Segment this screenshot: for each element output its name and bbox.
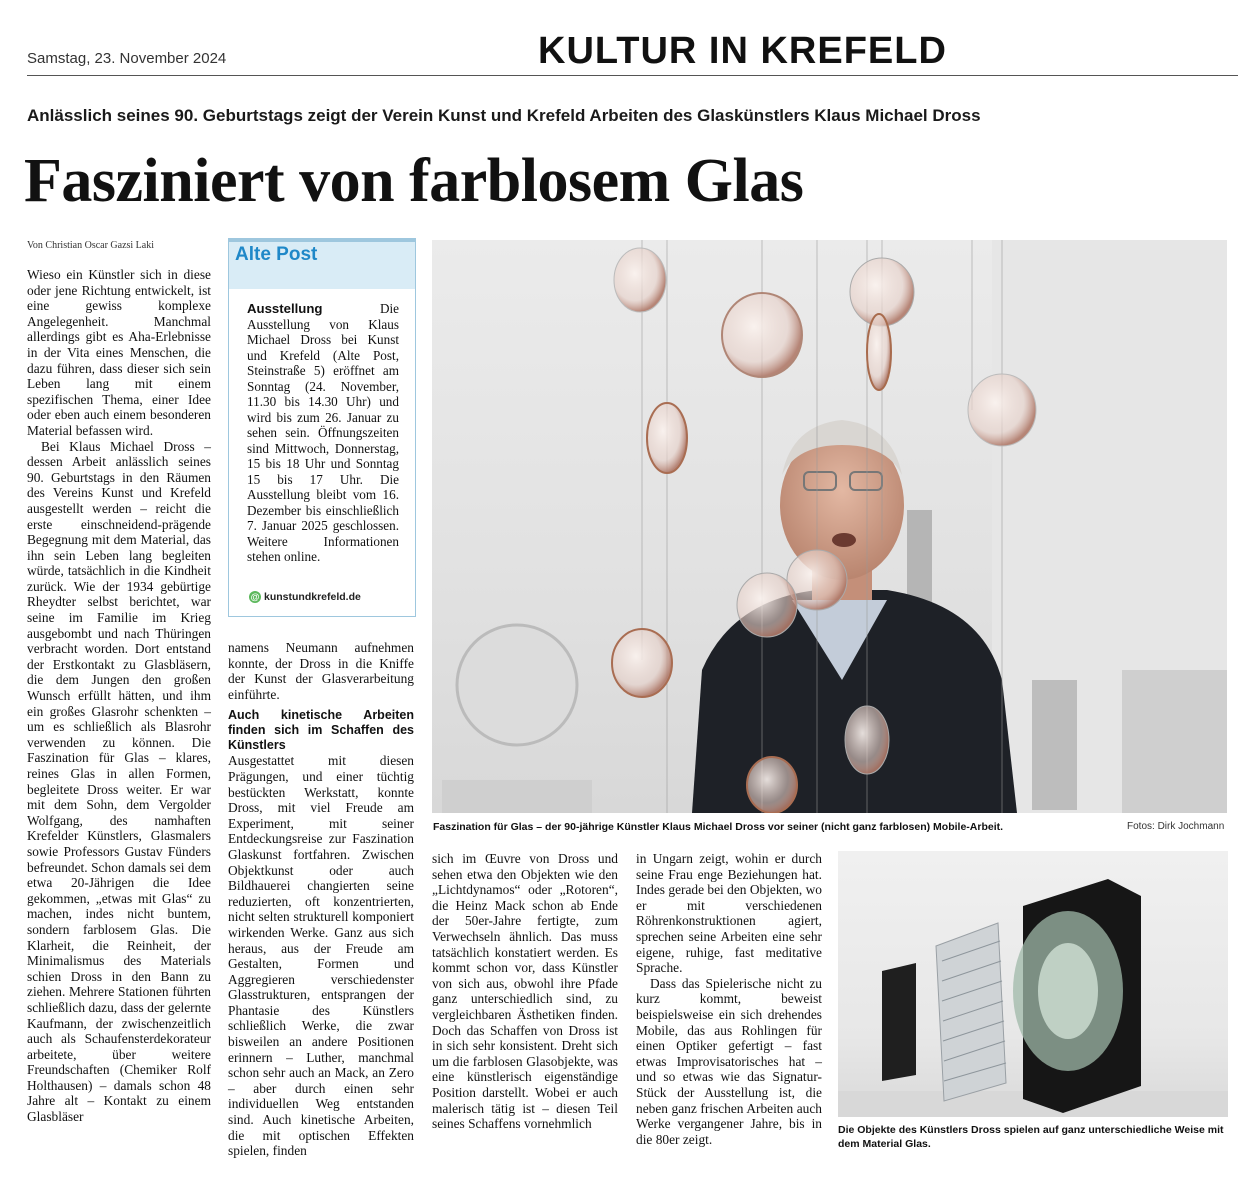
- article-column-3: [432, 851, 618, 1132]
- article-column-1: [27, 267, 211, 1125]
- secondary-photo-caption: Die Objekte des Künstlers Dross spielen auf ganz unterschiedliche Weise mit dem Material Glas.: [838, 1124, 1224, 1150]
- article-headline: Fasziniert von farblosem Glas: [24, 147, 804, 215]
- paragraph: Dass das Spielerische nicht zu kurz kommt, beweist beispielsweise ein sich drehendes Mobile, das aus Rohlingen für einen Optiker gefertigt – fast etwas Improvisatorisches hat – und so etwas wie das Signatur-Stück der Ausstellung ist, die neben ganz frischen Arbeiten auch Werke vergangener Jahre, bis in die 80er zeigt.: [636, 975, 822, 1147]
- website-link[interactable]: [249, 591, 361, 603]
- artist-with-mobile-image: [432, 240, 1227, 813]
- paragraph: Ausgestattet mit diesen Prägungen, und einer tüchtig bestückten Werkstatt, konnte Dross, mit viel Freude am Experiment, mit seiner Entdeckungsreise zur Faszination Glaskunst fortfahren. Zwischen Objektkunst oder auch Bildhauerei changierten seine reduzierten, oft konzentrierten, nicht selten strukturell komponiert wirkenden Werke. Ganz aus sich heraus, aus der Freude am Gestalten, Formen und Aggregieren verschiedenster Glasstrukturen, entsprangen der Phantasie des Künstlers schließlich Werke, die zwar bisweilen an andere Positionen erinnern – Luther, manchmal schon sehr auch an Mack, an Zero – aber durch einen sehr individuellen Weg entstanden sind. Auch kinetische Arbeiten, die mit optischen Effekten spielen, finden: [228, 753, 414, 1159]
- info-box-lead: Ausstellung: [247, 301, 323, 316]
- paragraph: sich im Œuvre von Dross und sehen etwa den Objekten wie den „Lichtdynamos“ oder „Rotoren“, die Heinz Mack schon ab Ende der 50er-Jahre fertigte, zum Verwechseln ähnlich. Das muss tatsächlich konstatiert werden. Es kommt schon vor, dass Künstler von sich aus, obwohl ihre Pfade ganz unterschiedlich sind, zu vergleichbaren Ästhetiken finden. Doch das Schaffen von Dross ist in sich sehr konsistent. Dreht sich um die farblosen Glasobjekte, was eine künstlerisch eigenständige Position darstellt. Wobei er auch malerisch tätig ist – diesen Teil seines Schaffens vornehmlich: [432, 851, 618, 1132]
- paragraph: namens Neumann aufnehmen konnte, der Dross in die Kniffe der Kunst der Glasverarbeitung einführte.: [228, 640, 414, 702]
- main-photo-caption: Faszination für Glas – der 90-jährige Künstler Klaus Michael Dross vor seiner (nicht ganz farblosen) Mobile-Arbeit.: [433, 821, 1004, 833]
- info-box-title: Alte Post: [235, 244, 318, 265]
- website-link-label: kunstundkrefeld.de: [264, 591, 361, 603]
- paragraph: Wieso ein Künstler sich in diese oder jene Richtung entwickelt, ist eine gewiss komplexe Angelegenheit. Manchmal allerdings gibt es Aha-Erlebnisse in der Vita eines Menschen, die dazu führen, dass dieser sich sein Leben lang mit einem spezifischen Thema, einer Idee oder eben auch einem besonderen Material befassen wird.: [27, 267, 211, 438]
- issue-date: Samstag, 23. November 2024: [27, 50, 227, 67]
- section-title: KULTUR IN KREFELD: [538, 30, 947, 72]
- article-kicker: Anlässlich seines 90. Geburtstags zeigt der Verein Kunst und Krefeld Arbeiten des Glaskünstlers Klaus Michael Dross: [27, 106, 981, 125]
- byline: Von Christian Oscar Gazsi Laki: [27, 240, 155, 251]
- info-box: [228, 238, 416, 617]
- secondary-photo: [838, 851, 1228, 1117]
- at-icon: @: [250, 592, 260, 602]
- paragraph: in Ungarn zeigt, wohin er durch seine Frau enge Beziehungen hat. Indes gerade bei den Objekten, wo er mit verschiedenen Röhrenkonstruktionen agiert, sprechen seine Arbeiten eine sehr eigene, ruhige, fast meditative Sprache.: [636, 851, 822, 976]
- info-box-text: [247, 301, 399, 565]
- header-rule: [27, 75, 1238, 76]
- article-column-4: [636, 851, 822, 1147]
- photo-credit: Fotos: Dirk Jochmann: [1127, 821, 1225, 832]
- article-column-2: [228, 640, 414, 1159]
- paragraph: Bei Klaus Michael Dross – dessen Arbeit anlässlich seines 90. Geburtstags in den Räumen des Vereins Kunst und Krefeld ausgestellt werden – reicht die erste einschneidend-prägende Begegnung mit dem Material, das ihn sein Leben lang begleiten würde, tatsächlich in die Kindheit zurück. Wie der 1934 gebürtige Rheydter selbst berichtet, war seine im Familie im Krieg ausgebombt und nach Thüringen verbracht worden. Dort entstand der Erstkontakt zu Glasbläsern, die dem Jungen den großen Wunsch erfüllt hätten, und ihm ein großes Glasrohr schenkten – um es schließlich als Blasrohr verwenden zu können. Die Faszination für Glas – klares, reines Glas in allen Formen, begleitete Dross weiter. Er war mit dem Sohn, dem Vergolder Wolfgang, des namhaften Krefelder Künstlers, Glasmalers sowie Professors Gustav Fünders befreundet. Schon damals sei dem etwa 20-Jährigen die Idee gekommen, „etwas mit Glas“ zu machen, indes nicht buntem, sondern farblosem Glas. Die Klarheit, die Reinheit, der Minimalismus des Materials schien Dross in den Bann zu ziehen. Mehrere Stationen führten schließlich dazu, dass der gelernte Kaufmann, der zwischenzeitlich auch als Schaufensterdekorateur arbeitete, über weitere Freundschaften (Chemiker Rolf Holthausen) – damals schon 48 Jahre alt – Kontakt zu einem Glasbläser: [27, 438, 211, 1125]
- glass-objects-image: [838, 851, 1228, 1117]
- subheading: Auch kinetische Arbeiten finden sich im Schaffen des Künstlers: [228, 708, 414, 753]
- info-box-body: Die Ausstellung von Klaus Michael Dross bei Kunst und Krefeld (Alte Post, Steinstraße 5) eröffnet am Sonntag (24. November, 11.30 bis 14.30 Uhr) und wird bis zum 26. Januar zu sehen sein. Öffnungszeiten sind Mittwoch, Donnerstag, 15 bis 18 Uhr und Sonntag 15 bis 17 Uhr. Die Ausstellung bleibt vom 16. Dezember bis einschließlich 7. Januar 2025 geschlossen. Weitere Informationen stehen online.: [247, 301, 399, 564]
- main-photo: [432, 240, 1227, 813]
